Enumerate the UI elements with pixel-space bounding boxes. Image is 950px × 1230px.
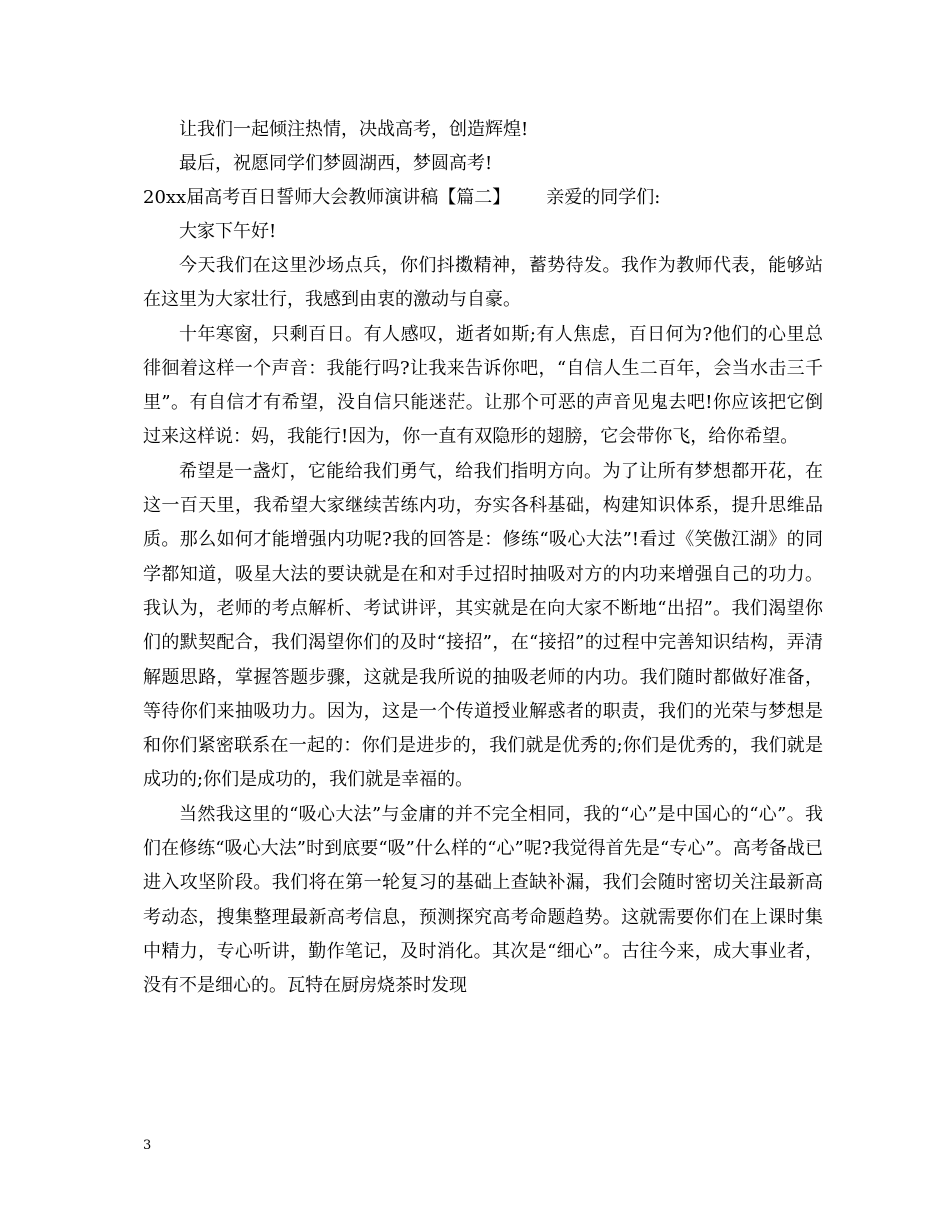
paragraph-3: 希望是一盏灯，它能给我们勇气，给我们指明方向。为了让所有梦想都开花，在这一百天里，我希望大家继续苦练内功，夯实各科基础，构建知识体系，提升思维品质。那么如何才能增强内功呢?我的回答是：修练“吸心大法”!看过《笑傲江湖》的同学都知道，吸星大法的要诀就是在和对手过招时抽吸对方的内功来增强自己的功力。我认为，老师的考点解析、考试讲评，其实就是在向大家不断地“出招”。我们渴望你们的默契配合，我们渴望你们的及时“接招”，在“接招”的过程中完善知识结构，弄清解题思路，掌握答题步骤，这就是我所说的抽吸老师的内功。我们随时都做好准备，等待你们来抽吸功力。因为，这是一个传道授业解惑者的职责，我们的光荣与梦想是和你们紧密联系在一起的：你们是进步的，我们就是优秀的;你们是优秀的，我们就是成功的;你们是成功的，我们就是幸福的。 (143, 460, 823, 791)
speech-greeting: 亲爱的同学们: (546, 187, 661, 208)
speech-heading (143, 181, 823, 215)
paragraph-2: 十年寒窗，只剩百日。有人感叹，逝者如斯;有人焦虑，百日何为?他们的心里总徘徊着这样一个声音：我能行吗?让我来告诉你吧，“自信人生二百年，会当水击三千里”。有自信才有希望，没自信只能迷茫。让那个可恶的声音见鬼去吧!你应该把它倒过来这样说：妈，我能行!因为，你一直有双隐形的翅膀，它会带你飞，给你希望。 (143, 323, 823, 448)
paragraph-1: 今天我们在这里沙场点兵，你们抖擞精神，蓄势待发。我作为教师代表，能够站在这里为大家壮行，我感到由衷的激动与自豪。 (143, 255, 823, 311)
closing-line-2: 最后，祝愿同学们梦圆湖西，梦圆高考! (179, 153, 493, 174)
paragraph-4: 当然我这里的“吸心大法”与金庸的并不完全相同，我的“心”是中国心的“心”。我们在修练“吸心大法”时到底要“吸”什么样的“心”呢?我觉得首先是“专心”。高考备战已进入攻坚阶段。我们将在第一轮复习的基础上查缺补漏，我们会随时密切关注最新高考动态，搜集整理最新高考信息，预测探究高考命题趋势。这就需要你们在上课时集中精力，专心听讲，勤作笔记，及时消化。其次是“细心”。古往今来，成大事业者，没有不是细心的。瓦特在厨房烧茶时发现 (143, 803, 823, 997)
speech-title: 20xx届高考百日誓师大会教师演讲稿【篇二】 (143, 187, 511, 208)
closing-line-1: 让我们一起倾注热情，决战高考，创造辉煌! (179, 119, 529, 140)
salutation: 大家下午好! (179, 221, 277, 242)
document-body (143, 113, 823, 1004)
page-number: 3 (143, 1138, 152, 1153)
